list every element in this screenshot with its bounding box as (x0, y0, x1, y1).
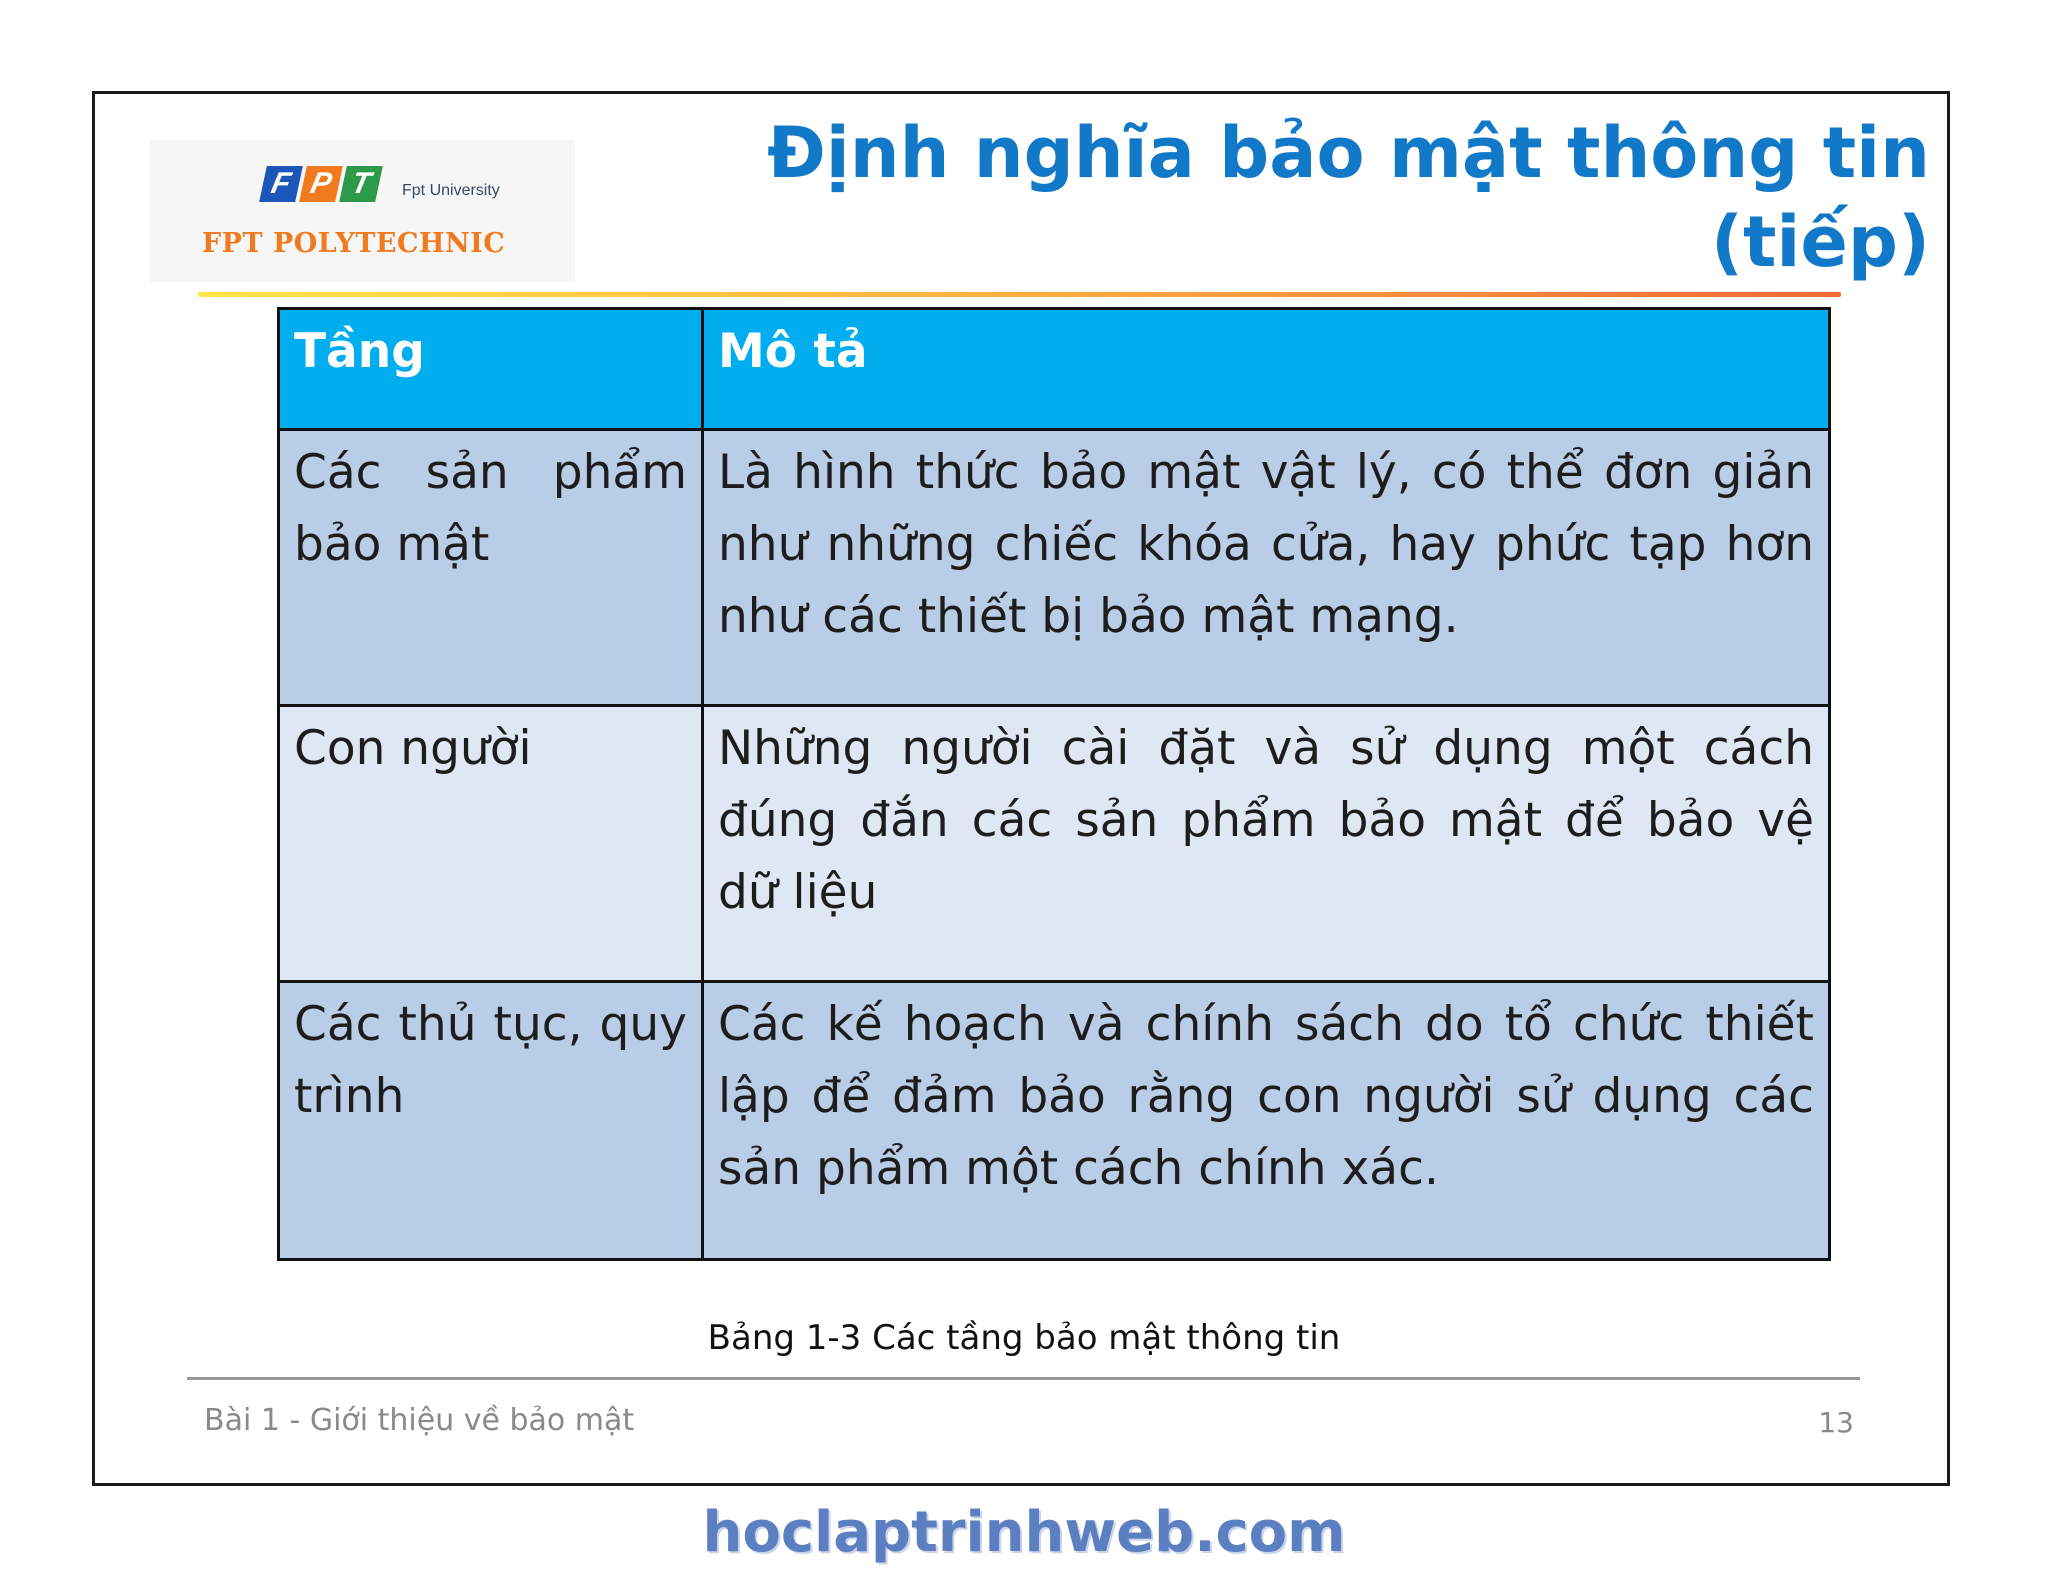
watermark-text: hoclaptrinhweb.com (702, 1500, 1346, 1565)
slide-title-continued: (tiếp) (1710, 201, 1930, 283)
security-layers-table (277, 307, 1831, 1261)
table-row (279, 982, 1830, 1260)
cell-description: Những người cài đặt và sử dụng một cách đúng đắn các sản phẩm bảo mật để bảo vệ dữ liệu (703, 706, 1830, 982)
header-layer: Tầng (279, 309, 703, 430)
cell-description: Các kế hoạch và chính sách do tổ chức thiết lập để đảm bảo rằng con người sử dụng các sản phẩm một cách chính xác. (703, 982, 1830, 1260)
fpt-university-text: Fpt University (402, 182, 500, 199)
footer-lesson-title: Bài 1 - Giới thiệu về bảo mật (204, 1403, 635, 1438)
cell-layer: Con người (279, 706, 703, 982)
footer-divider (187, 1377, 1860, 1380)
slide-title: Định nghĩa bảo mật thông tin (767, 112, 1930, 194)
fpt-polytechnic-text: FPT POLYTECHNIC (202, 228, 506, 259)
title-accent-divider (198, 292, 1841, 297)
table-row (279, 430, 1830, 706)
table-row (279, 706, 1830, 982)
fpt-polytechnic-logo (150, 140, 575, 282)
cell-layer: Các thủ tục, quy trình (279, 982, 703, 1260)
table-header-row (279, 309, 1830, 430)
header-description: Mô tả (703, 309, 1830, 430)
cell-layer: Các sản phẩm bảo mật (279, 430, 703, 706)
fpt-letter-p: P (299, 166, 343, 202)
page-number: 13 (1818, 1406, 1854, 1439)
table-caption: Bảng 1-3 Các tầng bảo mật thông tin (707, 1318, 1341, 1358)
fpt-letter-f: F (259, 166, 303, 202)
cell-description: Là hình thức bảo mật vật lý, có thể đơn giản như những chiếc khóa cửa, hay phức tạp hơn như các thiết bị bảo mật mạng. (703, 430, 1830, 706)
fpt-logo-mark (263, 166, 383, 202)
fpt-letter-t: T (339, 166, 383, 202)
